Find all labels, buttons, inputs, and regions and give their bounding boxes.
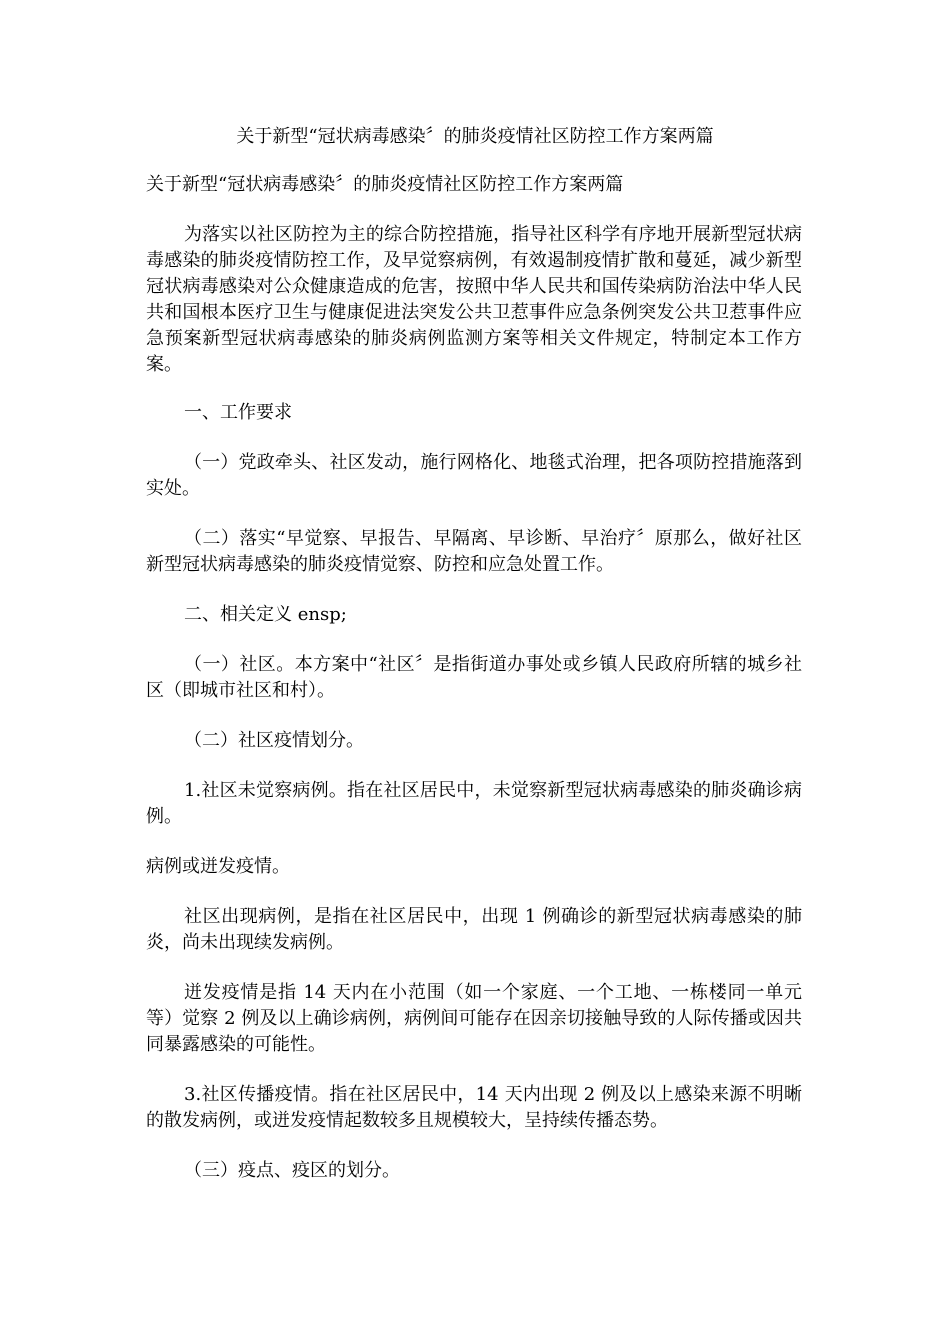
paragraph-requirement-1: （一）党政牵头、社区发动，施行网格化、地毯式治理，把各项防控措施落到实处。: [146, 452, 802, 499]
paragraph-outbreak-definition: 迸发疫情是指 14 天内在小范围（如一个家庭、一个工地、一栋楼同一单元等）觉察 2 例及以上确诊病例，病例间可能存在因亲切接触导致的人际传播或因共同暴露感染的可能性。: [146, 982, 802, 1055]
section-heading-definitions: 二、相关定义 ensp;: [184, 604, 347, 625]
paragraph-requirement-2: （二）落实“早觉察、早报告、早隔离、早诊断、早治疗〞原那么，做好社区新型冠状病毒感染的肺炎疫情觉察、防控和应急处置工作。: [146, 528, 802, 575]
paragraph-community-transmission: 3.社区传播疫情。指在社区居民中，14 天内出现 2 例及以上感染来源不明晰的散发病例，或迸发疫情起数较多且规模较大，呈持续传播态势。: [146, 1084, 802, 1131]
paragraph-cases-or-outbreak: 病例或迸发疫情。: [146, 856, 290, 877]
paragraph-community-cases: 社区出现病例，是指在社区居民中，出现 1 例确诊的新型冠状病毒感染的肺炎，尚未出现续发病例。: [146, 906, 802, 953]
paragraph-epidemic-area-division: （三）疫点、疫区的划分。: [184, 1160, 400, 1181]
document-title: 关于新型“冠状病毒感染〞的肺炎疫情社区防控工作方案两篇: [236, 126, 714, 147]
paragraph-definition-community: （一）社区。本方案中“社区〞是指街道办事处或乡镇人民政府所辖的城乡社区（即城市社区和村）。: [146, 654, 802, 701]
section-heading-work-requirements: 一、工作要求: [184, 402, 292, 423]
document-body: [146, 172, 802, 1184]
paragraph-intro: 为落实以社区防控为主的综合防控措施，指导社区科学有序地开展新型冠状病毒感染的肺炎疫情防控工作，及早觉察病例，有效遏制疫情扩散和蔓延，减少新型冠状病毒感染对公众健康造成的危害，按照中华人民共和国传染病防治法中华人民共和国根本医疗卫生与健康促进法突发公共卫惹事件应急条例突发公共卫惹事件应急预案新型冠状病毒感染的肺炎病例监测方案等相关文件规定，特制定本工作方案。: [146, 224, 802, 375]
paragraph-no-cases: 1.社区未觉察病例。指在社区居民中，未觉察新型冠状病毒感染的肺炎确诊病例。: [146, 780, 802, 827]
document-subtitle: 关于新型“冠状病毒感染〞的肺炎疫情社区防控工作方案两篇: [146, 174, 624, 195]
paragraph-epidemic-division: （二）社区疫情划分。: [184, 730, 364, 751]
